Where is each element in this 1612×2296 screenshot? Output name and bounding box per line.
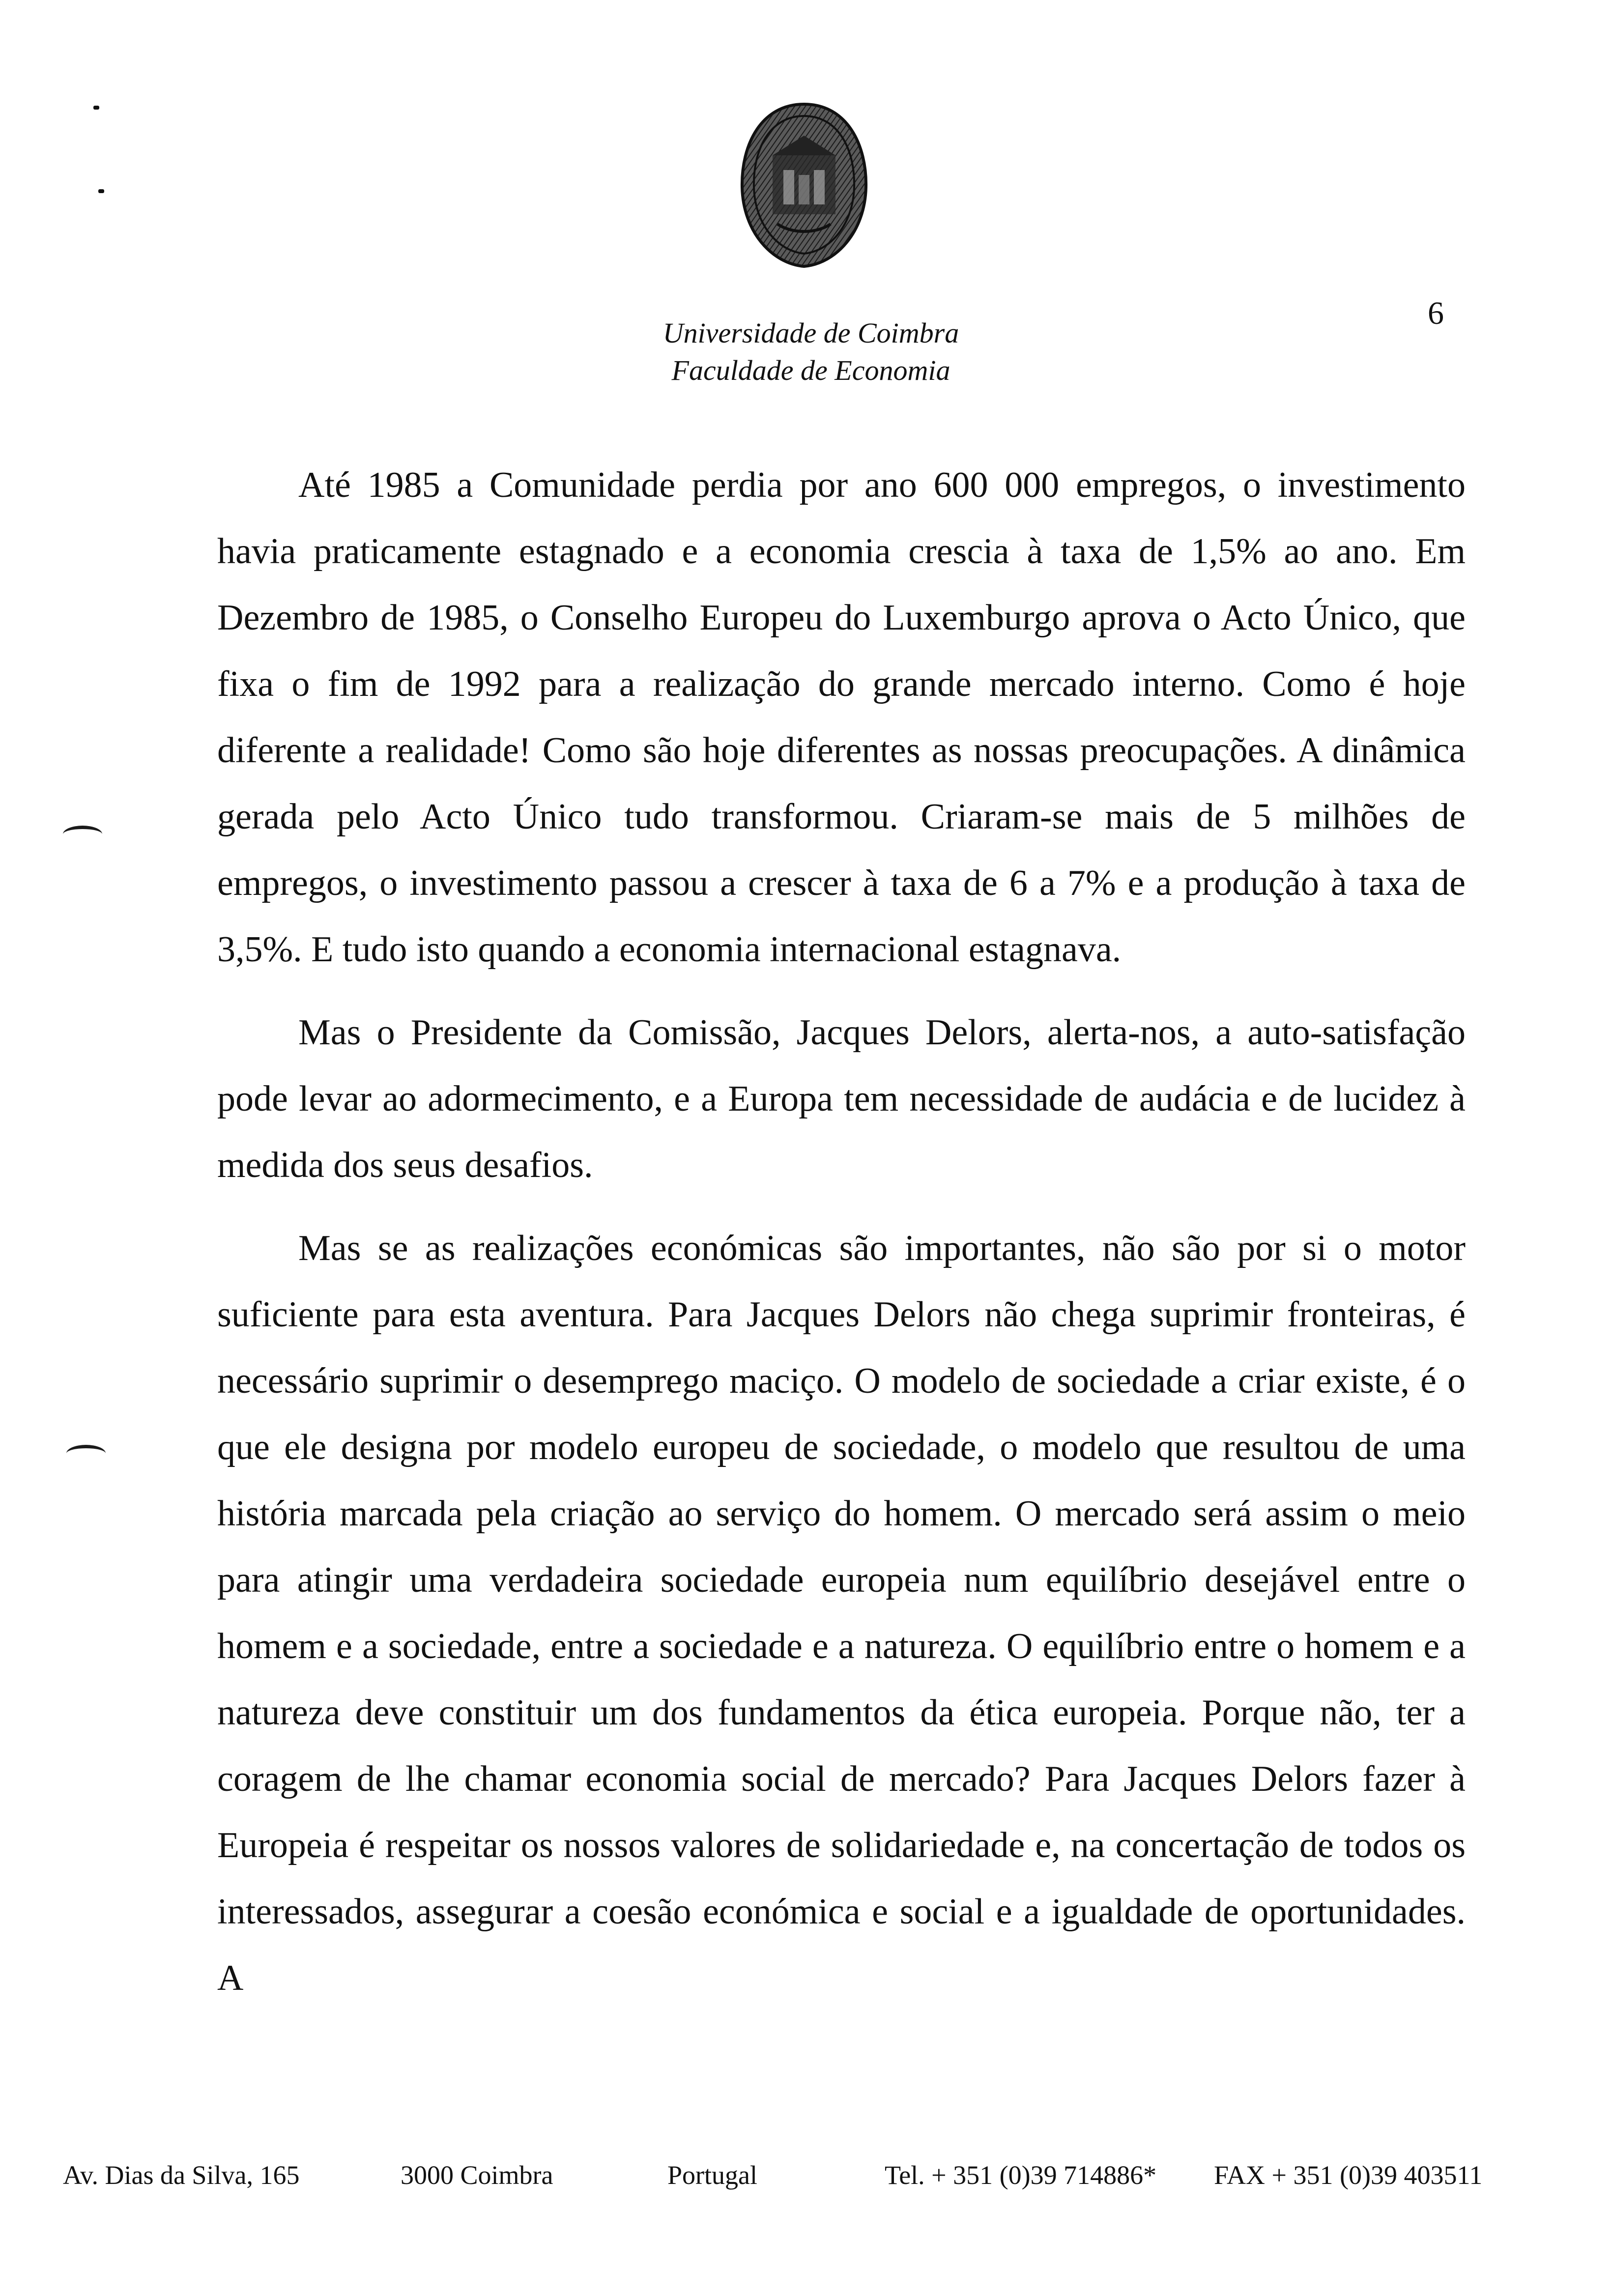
margin-mark-1	[63, 826, 102, 843]
footer-address: Av. Dias da Silva, 165	[63, 2160, 300, 2190]
paragraph-2: Mas o Presidente da Comissão, Jacques Delors, alerta-nos, a auto-satisfação pode levar ao adormecimento, e a Europa tem necessidade de audácia e de lucidez à medida dos seus desafios.	[217, 1012, 1466, 1185]
letterhead	[541, 315, 1081, 389]
footer-tel: Tel. + 351 (0)39 714886*	[885, 2160, 1157, 2190]
paragraph-3: Mas se as realizações económicas são importantes, não são por si o motor suficiente para esta aventura. Para Jacques Delors não chega suprimir fronteiras, é necessário suprimir o desemprego maciço. O modelo de sociedade a criar existe, é o que ele designa por modelo europeu de sociedade, o modelo que resultou de uma história marcada pela criação ao serviço do homem. O mercado será assim o meio para atingir uma verdadeira sociedade europeia num equilíbrio desejável entre o homem e a sociedade, entre a sociedade e a natureza. O equilíbrio entre o homem e a natureza deve constituir um dos fundamentos da ética europeia. Porque não, ter a coragem de lhe chamar economia social de mercado? Para Jacques Delors fazer à Europeia é respeitar os nossos valores de solidariedade e, na concertação de todos os interessados, assegurar a coesão económica e social e a igualdade de oportunidades. A	[217, 1228, 1466, 1998]
dot-mark-2	[98, 189, 104, 193]
university-seal-icon	[738, 101, 870, 269]
university-name: Universidade de Coimbra	[662, 317, 959, 349]
body-text	[217, 452, 1466, 2028]
faculty-name: Faculdade de Economia	[671, 354, 950, 386]
footer-fax: FAX + 351 (0)39 403511	[1214, 2160, 1483, 2190]
footer-city: 3000 Coimbra	[401, 2160, 553, 2190]
footer-country: Portugal	[667, 2160, 757, 2190]
dot-mark-1	[93, 106, 99, 110]
page-number: 6	[1428, 295, 1444, 331]
paragraph-1: Até 1985 a Comunidade perdia por ano 600 000 empregos, o investimento havia praticamente estagnado e a economia crescia à taxa de 1,5% ao ano. Em Dezembro de 1985, o Conselho Europeu do Luxemburgo aprova o Acto Único, que fixa o fim de 1992 para a realização do grande mercado interno. Como é hoje diferente a realidade! Como são hoje diferentes as nossas preocupações. A dinâmica gerada pelo Acto Único tudo transformou. Criaram-se mais de 5 milhões de empregos, o investimento passou a crescer à taxa de 6 a 7% e a produção à taxa de 3,5%. E tudo isto quando a economia internacional estagnava.	[217, 465, 1466, 970]
margin-mark-2	[66, 1445, 106, 1462]
